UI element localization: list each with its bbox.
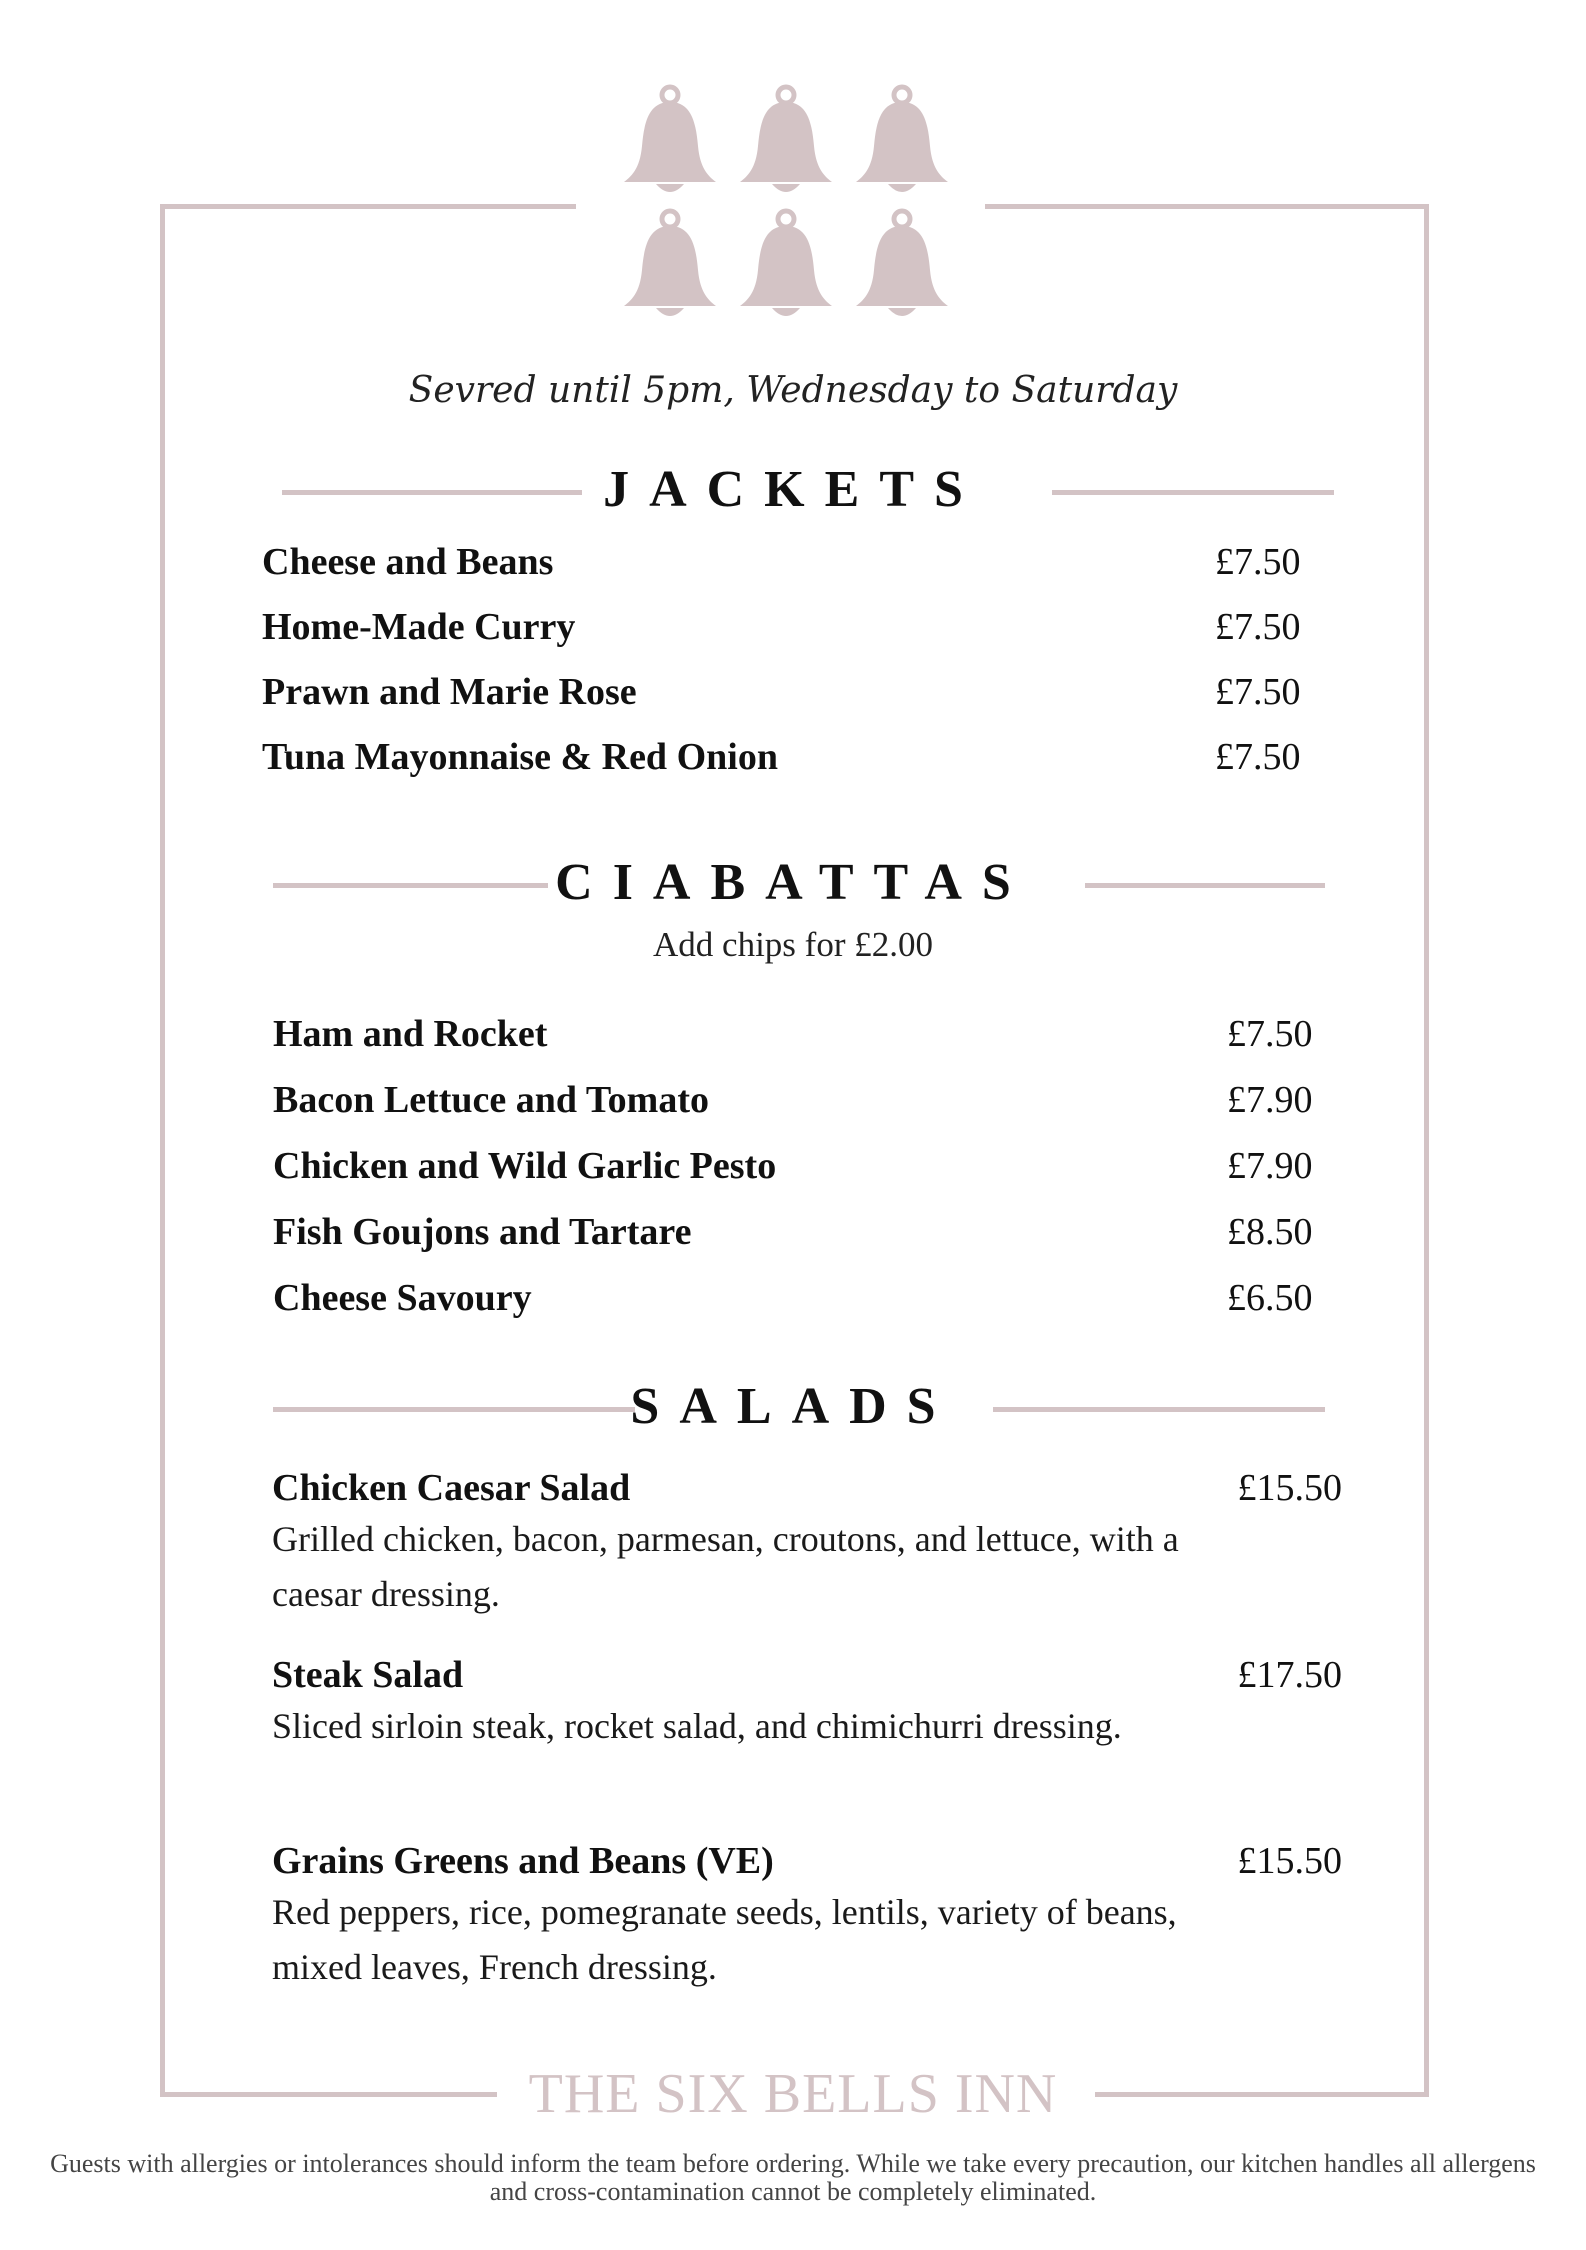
brand-name: THE SIX BELLS INN [528,2063,1058,2125]
bell-icon [850,84,954,200]
heading-rule-right [993,1407,1325,1412]
menu-item [262,670,1322,720]
allergy-notice: Guests with allergies or intolerances should inform the team before ordering. While we take every precaution, our kitchen handles all allergens and cross-contamination cannot be completely eliminated. [50,2149,1536,2206]
bell-icon [734,208,838,324]
item-name: Home-Made Curry [262,606,576,648]
item-name: Steak Salad [272,1654,464,1696]
item-name: Ham and Rocket [273,1013,548,1055]
bell-icon [618,208,722,324]
service-hours: Sevred until 5pm, Wednesday to Saturday [408,370,1178,411]
item-price: £7.50 [1227,1013,1313,1055]
bells-logo [618,84,958,324]
menu-item [262,735,1322,785]
heading-rule-right [1052,490,1334,495]
item-name: Cheese Savoury [273,1277,532,1319]
item-price: £15.50 [1237,1467,1342,1509]
item-description: Grilled chicken, bacon, parmesan, croutons, and lettuce, with a caesar dressing. [272,1519,1179,1614]
item-price: £8.50 [1227,1211,1313,1253]
item-description: Red peppers, rice, pomegranate seeds, lentils, variety of beans, mixed leaves, French dressing. [272,1892,1177,1987]
section-title: SALADS [630,1378,956,1435]
item-name: Chicken Caesar Salad [272,1467,631,1509]
item-name: Prawn and Marie Rose [262,671,637,713]
item-name: Tuna Mayonnaise & Red Onion [262,736,778,778]
item-name: Grains Greens and Beans (VE) [272,1840,774,1882]
item-price: £7.50 [1215,606,1301,648]
jackets-heading [0,460,1586,520]
item-price: £17.50 [1237,1654,1342,1696]
item-description: Sliced sirloin steak, rocket salad, and chimichurri dressing. [272,1706,1122,1746]
frame-top-right [985,204,1429,209]
item-price: £7.50 [1215,736,1301,778]
bell-icon [734,84,838,200]
menu-item [273,1078,1333,1128]
item-name: Chicken and Wild Garlic Pesto [273,1145,777,1187]
item-price: £7.50 [1215,671,1301,713]
item-price: £7.50 [1215,541,1301,583]
item-name: Fish Goujons and Tartare [273,1211,692,1253]
section-title: CIABATTAS [555,854,1031,911]
menu-item [262,540,1322,590]
menu-item [273,1012,1333,1062]
menu-item [273,1144,1333,1194]
menu-item [273,1276,1333,1326]
salads-heading [0,1377,1586,1437]
item-name: Cheese and Beans [262,541,554,583]
bell-icon [850,208,954,324]
salad-item [272,1653,1342,1754]
item-price: £15.50 [1237,1840,1342,1882]
frame-top-left [160,204,576,209]
menu-item [262,605,1322,655]
bell-icon [618,84,722,200]
section-title: JACKETS [603,461,983,518]
salad-item [272,1466,1342,1622]
item-price: £6.50 [1227,1277,1313,1319]
item-price: £7.90 [1227,1079,1313,1121]
salad-item [272,1839,1342,1995]
ciabattas-note: Add chips for £2.00 [653,925,933,964]
item-price: £7.90 [1227,1145,1313,1187]
menu-item [273,1210,1333,1260]
item-name: Bacon Lettuce and Tomato [273,1079,709,1121]
ciabattas-heading [0,853,1586,913]
heading-rule-right [1085,883,1325,888]
